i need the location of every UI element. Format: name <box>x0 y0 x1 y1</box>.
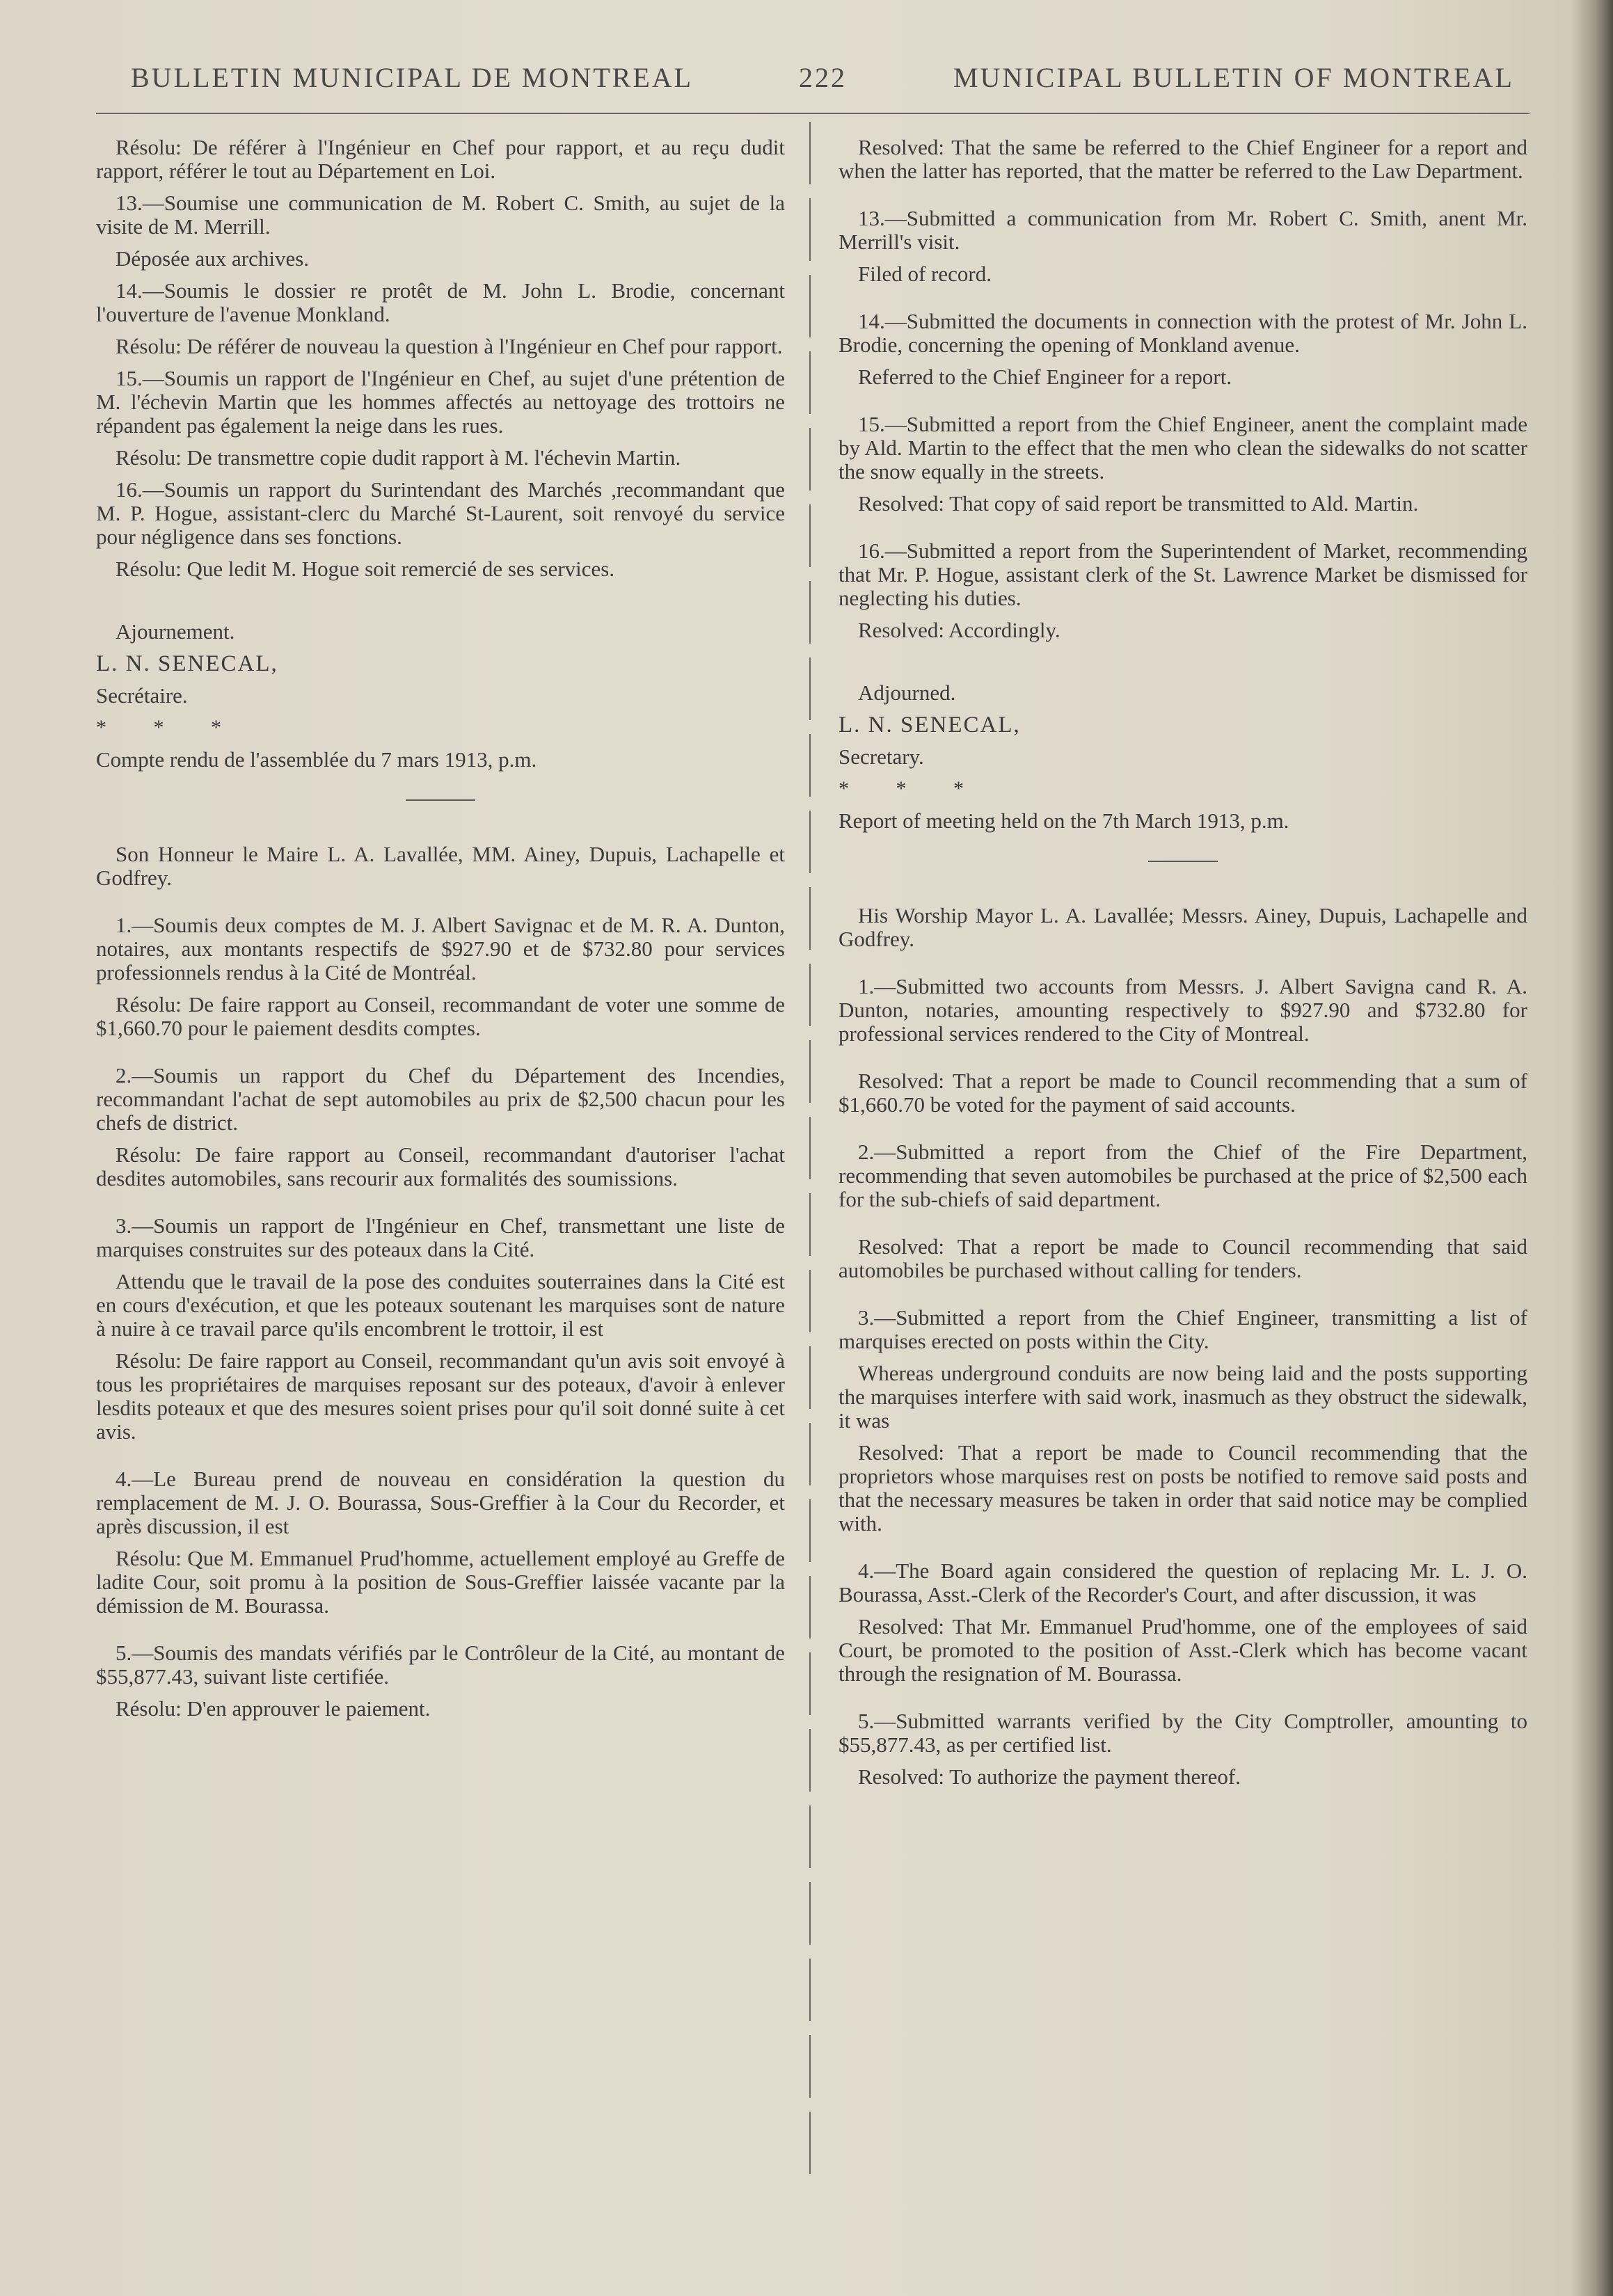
fr-section-stars: * * * <box>96 716 242 739</box>
en-paragraph: 4.—The Board again considered the question of replacing Mr. L. J. O. Bourassa, Asst.-Clerk of the Recorder's Court, and after discussion, it was <box>839 1558 1527 1607</box>
en-paragraph: Resolved: That a report be made to Council recommending that a sum of $1,660.70 be voted for the payment of said accounts. <box>839 1069 1527 1117</box>
en-section-stars: * * * <box>839 777 985 800</box>
en-signature-name: L. N. SENECAL, <box>839 712 1021 738</box>
en-paragraph: 2.—Submitted a report from the Chief of the Fire Department, recommending that seven automobiles be purchased at the price of $2,500 each for the sub-chiefs of said department. <box>839 1140 1527 1211</box>
en-signature-role: Secretary. <box>839 744 924 769</box>
en-paragraph: Resolved: That a report be made to Council recommending that said automobiles be purchased without calling for tenders. <box>839 1234 1527 1282</box>
fr-signature-name: L. N. SENECAL, <box>96 651 278 676</box>
fr-paragraph: Résolu: De référer de nouveau la question à l'Ingénieur en Chef pour rapport. <box>116 334 783 358</box>
fr-paragraph: 14.—Soumis le dossier re protêt de M. John L. Brodie, concernant l'ouverture de l'avenue Monkland. <box>96 278 785 326</box>
fr-paragraph: Résolu: De faire rapport au Conseil, recommandant qu'un avis soit envoyé à tous les propriétaires de marquises reposant sur des poteaux, d'avoir à enlever lesdits poteaux et que des mesures soient prises pour qu'il soit donné suite à cet avis. <box>96 1348 785 1444</box>
fr-paragraph: 1.—Soumis deux comptes de M. J. Albert Savignac et de M. R. A. Dunton, notaires, aux montants respectifs de $927.90 et de $732.80 pour services professionnels rendus à la Cité de Montréal. <box>96 913 785 984</box>
en-adjournment: Adjourned. <box>858 680 956 705</box>
en-paragraph: 3.—Submitted a report from the Chief Engineer, transmitting a list of marquises erected on posts within the City. <box>839 1305 1527 1353</box>
en-paragraph: Filed of record. <box>858 262 992 286</box>
running-header <box>0 61 1613 103</box>
fr-paragraph: 15.—Soumis un rapport de l'Ingénieur en Chef, au sujet d'une prétention de M. l'échevin Martin que les hommes affectés au nettoyage des trottoirs ne répandent pas également la neige dans les rues. <box>96 366 785 438</box>
fr-paragraph: Résolu: De faire rapport au Conseil, recommandant de voter une somme de $1,660.70 pour le paiement desdits comptes. <box>96 992 785 1040</box>
fr-paragraph: Déposée aux archives. <box>116 246 310 271</box>
french-column <box>96 136 785 1729</box>
en-paragraph: Referred to the Chief Engineer for a report. <box>858 365 1232 389</box>
header-right-title: MUNICIPAL BULLETIN OF MONTREAL <box>953 62 1514 93</box>
en-paragraph: Resolved: That a report be made to Council recommending that the proprietors whose marquises rest on posts be notified to remove said posts and that the necessary measures be taken in order that said notice may be complied with. <box>839 1440 1527 1536</box>
fr-paragraph: Son Honneur le Maire L. A. Lavallée, MM. Ainey, Dupuis, Lachapelle et Godfrey. <box>96 842 785 890</box>
fr-paragraph: Résolu: De faire rapport au Conseil, recommandant d'autoriser l'achat desdites automobiles, sans recourir aux formalités des soumissions. <box>96 1142 785 1190</box>
en-paragraph: Resolved: Accordingly. <box>858 618 1060 642</box>
fr-paragraph: 4.—Le Bureau prend de nouveau en considération la question du remplacement de M. J. O. Bourassa, Sous-Greffier à la Cour du Recorder, et après discussion, il est <box>96 1467 785 1538</box>
fr-signature-role: Secrétaire. <box>96 683 188 708</box>
en-heading-rule <box>1148 861 1218 862</box>
header-left-title: BULLETIN MUNICIPAL DE MONTREAL <box>131 62 694 93</box>
fr-paragraph: 5.—Soumis des mandats vérifiés par le Contrôleur de la Cité, au montant de $55,877.43, suivant liste certifiée. <box>96 1641 785 1689</box>
en-paragraph: 5.—Submitted warrants verified by the City Comptroller, amounting to $55,877.43, as per certified list. <box>839 1709 1527 1757</box>
fr-paragraph: 13.—Soumise une communication de M. Robert C. Smith, au sujet de la visite de M. Merrill. <box>96 191 785 239</box>
fr-paragraph: 16.—Soumis un rapport du Surintendant des Marchés ,recommandant que M. P. Hogue, assistant-clerc du Marché St-Laurent, soit renvoyé du service pour négligence dans ses fonctions. <box>96 477 785 549</box>
en-meeting-heading: Report of meeting held on the 7th March 1913, p.m. <box>839 808 1289 833</box>
en-paragraph: 15.—Submitted a report from the Chief Engineer, anent the complaint made by Ald. Martin to the effect that the men who clean the sidewalks do not scatter the snow equally in the streets. <box>839 412 1527 484</box>
english-column <box>839 136 1527 1797</box>
en-paragraph: 14.—Submitted the documents in connection with the protest of Mr. John L. Brodie, concerning the opening of Monkland avenue. <box>839 309 1527 357</box>
fr-paragraph: Résolu: Que ledit M. Hogue soit remercié de ses services. <box>116 557 615 581</box>
en-paragraph: Whereas underground conduits are now being laid and the posts supporting the marquises interfere with said work, inasmuch as they obstruct the sidewalk, it was <box>839 1361 1527 1433</box>
fr-paragraph: Résolu: De référer à l'Ingénieur en Chef pour rapport, et au reçu dudit rapport, référer le tout au Département en Loi. <box>96 135 785 183</box>
en-paragraph: Resolved: That copy of said report be transmitted to Ald. Martin. <box>858 491 1419 516</box>
en-paragraph: 13.—Submitted a communication from Mr. Robert C. Smith, anent Mr. Merrill's visit. <box>839 206 1527 254</box>
fr-paragraph: Résolu: D'en approuver le paiement. <box>116 1696 431 1721</box>
column-divider <box>809 122 811 2181</box>
header-rule <box>96 113 1529 114</box>
fr-meeting-heading: Compte rendu de l'assemblée du 7 mars 1913, p.m. <box>96 747 537 772</box>
page-edge-shadow <box>1571 0 1613 2296</box>
en-paragraph: Resolved: To authorize the payment thereof. <box>858 1764 1241 1789</box>
en-paragraph: Resolved: That Mr. Emmanuel Prud'homme, one of the employees of said Court, be promoted to the position of Asst.-Clerk which has become vacant through the resignation of M. Bourassa. <box>839 1614 1527 1686</box>
fr-paragraph: 2.—Soumis un rapport du Chef du Département des Incendies, recommandant l'achat de sept automobiles au prix de $2,500 chacun pour les chefs de district. <box>96 1063 785 1135</box>
fr-paragraph: Résolu: De transmettre copie dudit rapport à M. l'échevin Martin. <box>116 445 681 470</box>
en-paragraph: Resolved: That the same be referred to the Chief Engineer for a report and when the latter has reported, that the matter be referred to the Law Department. <box>839 135 1527 183</box>
fr-adjournment: Ajournement. <box>116 619 235 644</box>
en-paragraph: 16.—Submitted a report from the Superintendent of Market, recommending that Mr. P. Hogue, assistant clerk of the St. Lawrence Market be dismissed for neglecting his duties. <box>839 539 1527 610</box>
fr-paragraph: Attendu que le travail de la pose des conduites souterraines dans la Cité est en cours d'exécution, et que les poteaux soutenant les marquises sont de nature à nuire à ce travail parce qu'ils encombrent le trottoir, il est <box>96 1269 785 1341</box>
fr-paragraph: Résolu: Que M. Emmanuel Prud'homme, actuellement employé au Greffe de ladite Cour, soit promu à la position de Sous-Greffier laissée vacante par la démission de M. Bourassa. <box>96 1546 785 1618</box>
page-number: 222 <box>799 62 847 93</box>
en-paragraph: 1.—Submitted two accounts from Messrs. J. Albert Savigna cand R. A. Dunton, notaries, amounting respectively to $927.90 and $732.80 for professional services rendered to the City of Montreal. <box>839 974 1527 1046</box>
en-paragraph: His Worship Mayor L. A. Lavallée; Messrs. Ainey, Dupuis, Lachapelle and Godfrey. <box>839 903 1527 951</box>
fr-paragraph: 3.—Soumis un rapport de l'Ingénieur en Chef, transmettant une liste de marquises construites sur des poteaux dans la Cité. <box>96 1213 785 1261</box>
fr-heading-rule <box>406 799 475 801</box>
